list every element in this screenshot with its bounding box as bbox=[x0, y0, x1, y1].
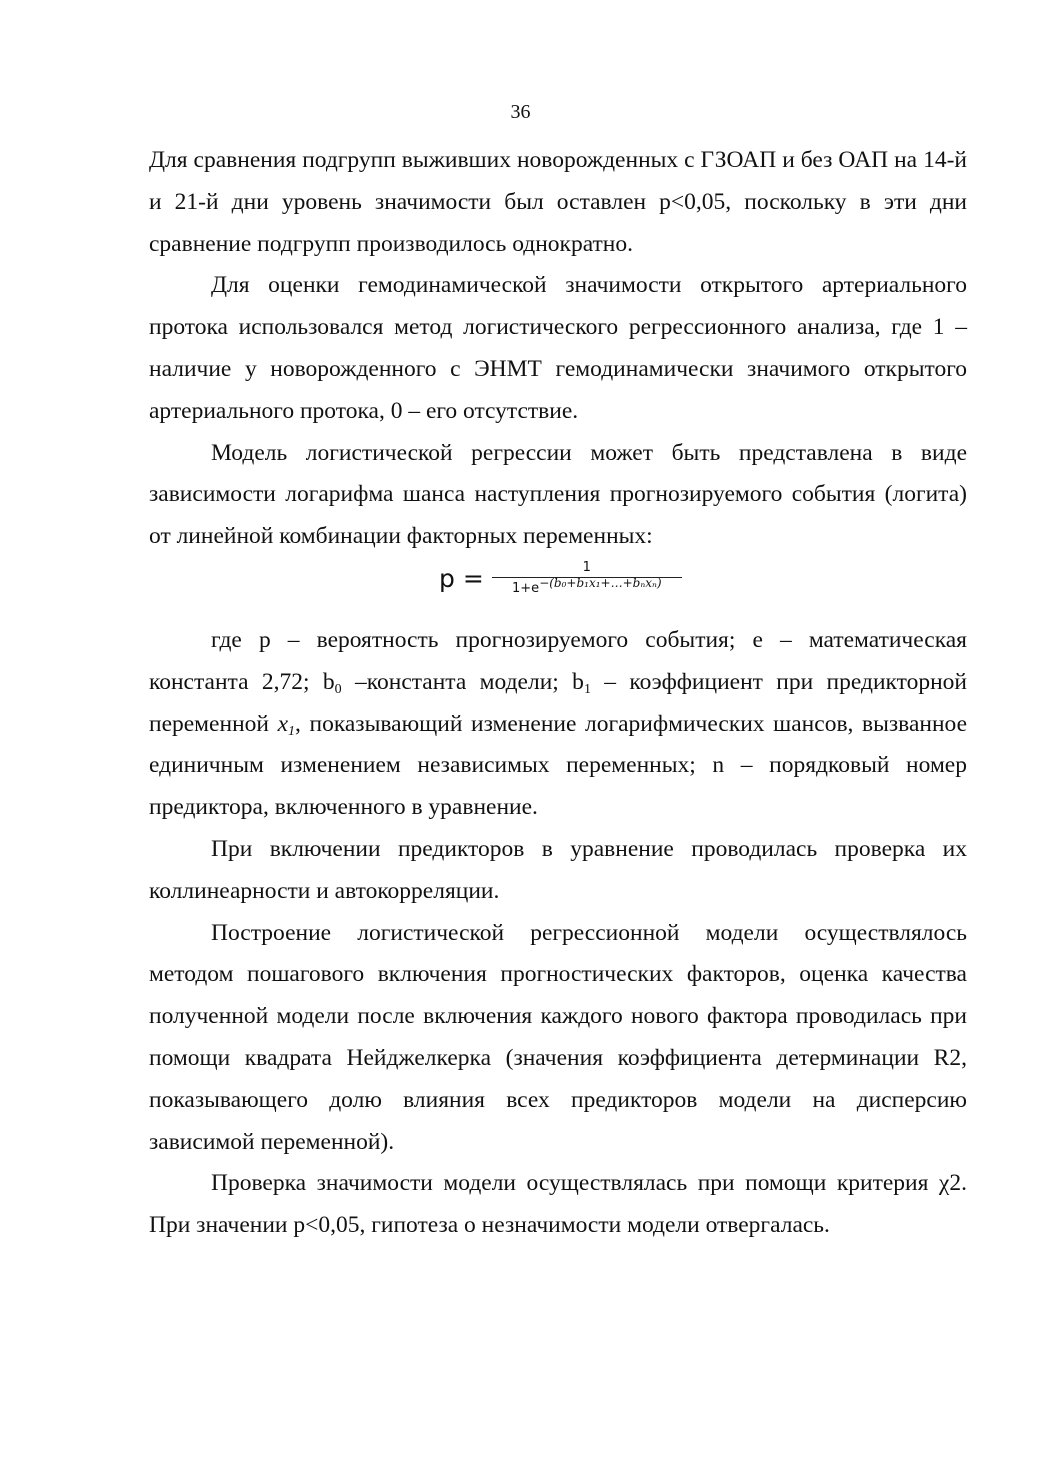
paragraph-logistic-model: Модель логистической регрессии может быть представлена в виде зависимости логарифма шанса наступления прогнозируемого события (логита) от линейной комбинации факторных переменных: bbox=[149, 439, 967, 550]
paragraph-hemodynamic-significance: Для оценки гемодинамической значимости открытого артериального протока использовался метод логистического регрессионного анализа, где 1 – наличие у новорожденного с ЭНМТ гемодинамически значимого открытого артериального протока, 0 – его отсутствие. bbox=[149, 272, 967, 424]
legend-var-x-sub: 1 bbox=[288, 723, 296, 739]
formula-numerator: 1 bbox=[582, 559, 591, 575]
legend-sub-1: 1 bbox=[583, 681, 591, 697]
legend-text-3: – коэффициент при предикторной переменной bbox=[149, 668, 967, 737]
denominator-base: 1+e bbox=[512, 580, 540, 596]
paragraph-model-significance: Проверка значимости модели осуществлялась при помощи критерия χ2. При значении p<0,05, гипотеза о незначимости модели отвергалась. bbox=[149, 1170, 967, 1239]
paragraph-formula-legend bbox=[149, 620, 967, 829]
body-text bbox=[149, 140, 967, 1247]
paragraph-predictor-check: При включении предикторов в уравнение проводилась проверка их коллинеарности и автокорреляции. bbox=[149, 835, 967, 904]
legend-text-1: где р – вероятность прогнозируемого события; е – математическая константа 2,72; b bbox=[149, 626, 967, 695]
denominator-exponent: −(b₀+b₁x₁+…+bₙxₙ) bbox=[539, 575, 662, 590]
logistic-formula bbox=[149, 558, 967, 620]
formula-lhs: p = bbox=[439, 563, 484, 593]
paragraph-model-building: Построение логистической регрессионной модели осуществлялось методом пошагового включения прогностических факторов, оценка качества полученной модели после включения каждого нового фактора проводилась при помощи квадрата Нейджелкерка (значения коэффициента детерминации R2, показывающего долю влияния всех предикторов модели на дисперсию зависимой переменной). bbox=[149, 919, 967, 1155]
legend-text-2: –константа модели; b bbox=[341, 668, 584, 695]
formula-denominator bbox=[512, 575, 662, 598]
legend-sub-0: 0 bbox=[334, 681, 342, 697]
legend-var-x: x bbox=[277, 710, 289, 737]
paragraph-subgroup-comparison: Для сравнения подгрупп выживших новорожденных с ГЗОАП и без ОАП на 14-й и 21-й дни уровень значимости был оставлен p<0,05, поскольку в эти дни сравнение подгрупп производилось однократно. bbox=[149, 147, 967, 257]
formula-fraction bbox=[492, 560, 682, 598]
page-number: 36 bbox=[510, 101, 531, 123]
legend-text-4: , показывающий изменение логарифмических шансов, вызванное единичным изменением независимых переменных; n – порядковый номер предиктора, включенного в уравнение. bbox=[149, 710, 968, 821]
